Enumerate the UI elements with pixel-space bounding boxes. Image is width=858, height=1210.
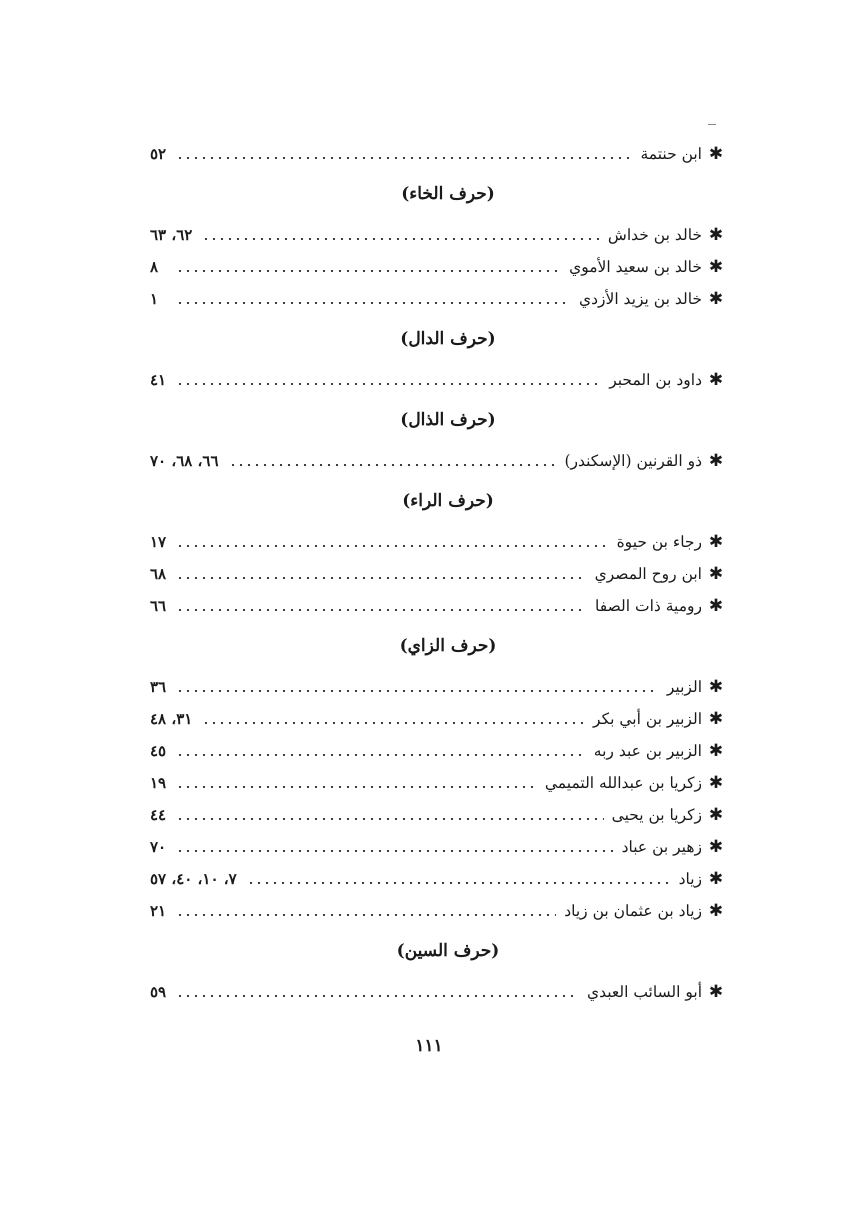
asterisk-icon: ✱ (708, 836, 724, 857)
index-entry (150, 558, 730, 590)
entry-name: زكريا بن عبدالله التميمي (544, 774, 702, 792)
entry-pages: ٦٦ (150, 597, 167, 615)
dot-leader (176, 157, 632, 159)
section-heading: (حرف الذال) (400, 410, 496, 430)
dot-leader (176, 302, 571, 304)
dot-leader (176, 609, 587, 611)
entry-name: الزبير (666, 678, 702, 696)
dot-leader (176, 545, 608, 547)
dot-leader (176, 270, 561, 272)
entry-name: رجاء بن حيوة (616, 533, 702, 551)
section-heading: (حرف السين) (396, 941, 500, 961)
index-entry (150, 283, 730, 315)
dot-leader (176, 818, 604, 820)
entry-name: زكريا بن يحيى (611, 806, 702, 824)
asterisk-icon: ✱ (708, 740, 724, 761)
entry-name: زياد (678, 870, 702, 888)
asterisk-icon: ✱ (708, 531, 724, 552)
entry-pages: ٤٤ (150, 806, 167, 824)
entry-name: الزبير بن عبد ربه (593, 742, 702, 760)
index-entry (150, 526, 730, 558)
dot-leader (176, 577, 587, 579)
index-entry (150, 364, 730, 396)
dot-leader (247, 882, 671, 884)
dot-leader (202, 238, 600, 240)
index-entry (150, 735, 730, 767)
entry-name: ذو القرنين (الإسكندر) (564, 452, 702, 470)
section-heading: (حرف الزاي) (399, 636, 497, 656)
index-entry (150, 799, 730, 831)
asterisk-icon: ✱ (708, 288, 724, 309)
entry-name: ابن حنتمة (640, 145, 702, 163)
index-list (150, 138, 730, 1008)
index-entry (150, 251, 730, 283)
asterisk-icon: ✱ (708, 369, 724, 390)
entry-name: داود بن المحبر (609, 371, 702, 389)
page-number: ١١١ (415, 1036, 443, 1056)
dot-leader (202, 722, 585, 724)
asterisk-icon: ✱ (708, 450, 724, 471)
asterisk-icon: ✱ (708, 900, 724, 921)
entry-name: خالد بن سعيد الأموي (569, 258, 702, 276)
asterisk-icon: ✱ (708, 676, 724, 697)
section-heading: (حرف الدال) (400, 329, 496, 349)
entry-pages: ٦٨ (150, 565, 167, 583)
dot-leader (176, 383, 601, 385)
asterisk-icon: ✱ (708, 595, 724, 616)
dot-leader (176, 850, 613, 852)
entry-name: خالد بن يزيد الأزدي (578, 290, 702, 308)
index-entry (150, 138, 730, 170)
entry-pages: ٨ (150, 258, 159, 276)
dot-leader (176, 754, 586, 756)
entry-pages: ٦٢، ٦٣ (150, 226, 193, 244)
entry-pages: ٤٥ (150, 742, 167, 760)
entry-pages: ٥٩ (150, 983, 167, 1001)
entry-pages: ٥٢ (150, 145, 167, 163)
entry-pages: ١ (150, 290, 159, 308)
entry-name: زياد بن عثمان بن زياد (564, 902, 702, 920)
entry-pages: ٣١، ٤٨ (150, 710, 193, 728)
dot-leader (229, 464, 557, 466)
index-entry (150, 895, 730, 927)
entry-pages: ٣٦ (150, 678, 167, 696)
index-entry (150, 767, 730, 799)
index-entry (150, 219, 730, 251)
asterisk-icon: ✱ (708, 804, 724, 825)
dot-leader (176, 786, 537, 788)
ink-mark (708, 124, 716, 125)
asterisk-icon: ✱ (708, 981, 724, 1002)
entry-pages: ٦٦، ٦٨، ٧٠ (150, 452, 219, 470)
asterisk-icon: ✱ (708, 224, 724, 245)
section-heading: (حرف الراء) (402, 491, 494, 511)
asterisk-icon: ✱ (708, 143, 724, 164)
entry-name: ابن روح المصري (594, 565, 702, 583)
index-entry (150, 863, 730, 895)
entry-name: خالد بن خداش (607, 226, 702, 244)
index-entry (150, 590, 730, 622)
index-entry (150, 831, 730, 863)
asterisk-icon: ✱ (708, 256, 724, 277)
asterisk-icon: ✱ (708, 772, 724, 793)
index-entry (150, 703, 730, 735)
entry-name: زهير بن عباد (621, 838, 702, 856)
index-entry (150, 671, 730, 703)
entry-pages: ١٧ (150, 533, 167, 551)
section-heading: (حرف الخاء) (401, 184, 495, 204)
dot-leader (176, 914, 556, 916)
entry-name: أبو السائب العبدي (586, 983, 702, 1001)
entry-name: الزبير بن أبي بكر (593, 710, 702, 728)
index-entry (150, 445, 730, 477)
entry-pages: ٧٠ (150, 838, 167, 856)
dot-leader (176, 690, 659, 692)
asterisk-icon: ✱ (708, 708, 724, 729)
entry-pages: ٧، ١٠، ٤٠، ٥٧ (150, 870, 237, 888)
dot-leader (176, 995, 579, 997)
entry-pages: ٤١ (150, 371, 167, 389)
index-entry (150, 976, 730, 1008)
entry-pages: ٢١ (150, 902, 167, 920)
entry-name: رومية ذات الصفا (595, 597, 702, 615)
entry-pages: ١٩ (150, 774, 167, 792)
asterisk-icon: ✱ (708, 868, 724, 889)
asterisk-icon: ✱ (708, 563, 724, 584)
